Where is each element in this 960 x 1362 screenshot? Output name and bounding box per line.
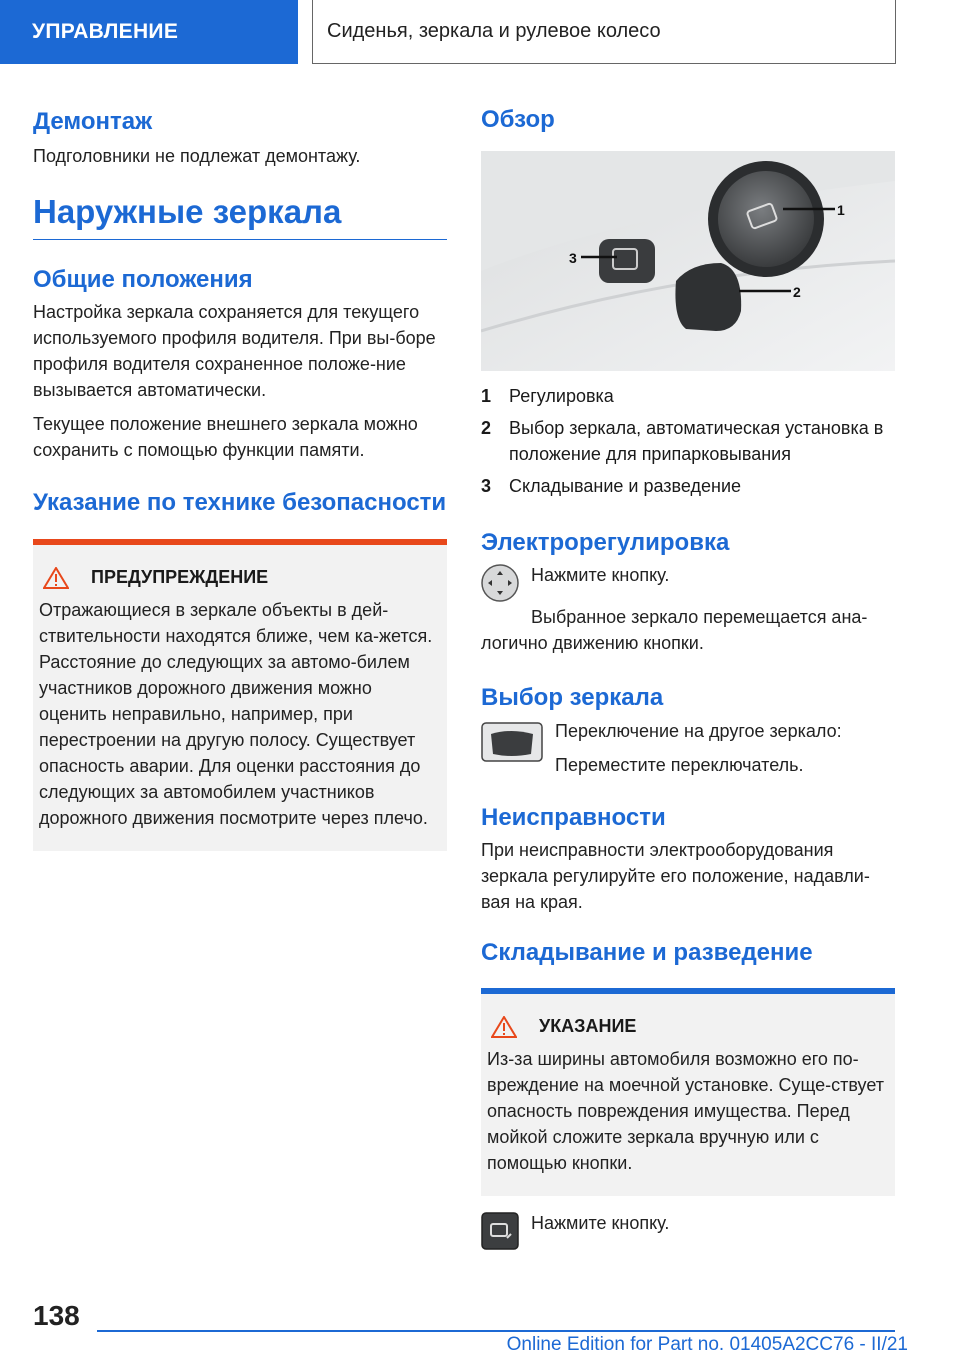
footer-edition: Online Edition for Part no. 01405A2CC76 - II/21 [506,1334,908,1355]
warning-title-row [39,567,441,589]
fold-instruction: Нажмите кнопку. [531,1212,670,1233]
mirror-select-row [481,718,895,778]
electric-adjust-row [481,562,895,602]
fold-mirror-button-icon [481,1212,519,1250]
fold-button-row [481,1210,895,1250]
removal-heading: Демонтаж [33,108,153,135]
electric-adjust-instruction: Нажмите кнопку. [531,565,670,586]
notice-triangle-icon [491,1016,517,1038]
warning-triangle-icon [43,567,69,589]
left-column [33,100,447,851]
notice-text: Из-за ширины автомобиля возможно его по-вреждение на моечной установке. Суще-ствует опасность повреждения имущества. Перед мойкой сложите зеркала вручную или с помощью кнопки. [487,1048,885,1173]
figure-callout-3: 3 [569,250,577,267]
legend-number: 1 [481,386,492,407]
faults-text: При неисправности электрооборудования зеркала регулируйте его положение, надавли-вая на края. [481,839,870,912]
legend-text: Складывание и разведение [509,476,742,497]
legend-text: Выбор зеркала, автоматическая установка в положение для припарковывания [509,418,884,465]
page-number: 138 [33,1300,80,1331]
mirror-selector-switch-icon [481,722,543,762]
legend-item [481,415,895,467]
general-paragraph-2: Текущее положение внешнего зеркала можно сохранить с помощью функции памяти. [33,414,418,461]
mirror-select-text [555,718,842,778]
footer-rule [97,1330,895,1332]
mirror-select-instruction-2: Переместите переключатель. [555,754,804,775]
mirror-control-figure [481,151,895,371]
figure-callout-2: 2 [793,284,801,301]
electric-adjust-heading: Электрорегулировка [481,529,730,557]
mirror-select-heading: Выбор зеркала [481,684,664,712]
warning-box [33,539,447,851]
electric-adjust-text: Выбранное зеркало перемещается ана-логично движению кнопки. [481,607,868,654]
faults-heading: Неисправности [481,803,666,831]
general-paragraph-1: Настройка зеркала сохраняется для текущего используемого профиля водителя. При вы-боре профиля водителя сохраненное положе-ние вызывается автоматически. [33,302,436,401]
notice-title: УКАЗАНИЕ [539,1016,637,1037]
legend-item [481,383,895,409]
safety-heading: Указание по технике безопасности [33,489,447,517]
chapter-title: Сиденья, зеркала и рулевое колесо [312,0,896,64]
overview-heading: Обзор [481,106,555,133]
right-column [481,100,895,1250]
general-heading: Общие положения [33,266,253,294]
figure-callout-1: 1 [837,202,845,219]
section-tab: УПРАВЛЕНИЕ [0,0,298,64]
directional-pad-icon [481,564,519,602]
warning-title: ПРЕДУПРЕЖДЕНИЕ [91,567,269,588]
figure-legend [481,383,895,499]
legend-text: Регулировка [509,386,614,407]
mirrors-heading: Наружные зеркала [33,193,447,240]
notice-title-row [487,1016,889,1038]
notice-box [481,988,895,1196]
legend-number: 2 [481,418,492,439]
removal-text: Подголовники не подлежат демонтажу. [33,146,361,167]
mirror-select-instruction-1: Переключение на другое зеркало: [555,720,842,741]
mirror-switch-illustration [481,151,895,371]
warning-text: Отражающиеся в зеркале объекты в дей-ствительности находятся ближе, чем ка-жется. Расстояние до следующих за автомо-билем участников дорожного движения можно оценить неправильно, например, при перестроении на другую полосу. Существует опасность аварии. Для оценки расстояния до следующих за автомобилем участников дорожного движения посмотрите через плечо. [39,599,433,828]
folding-heading: Складывание и разведение [481,938,813,966]
legend-item [481,473,895,499]
legend-number: 3 [481,476,492,497]
